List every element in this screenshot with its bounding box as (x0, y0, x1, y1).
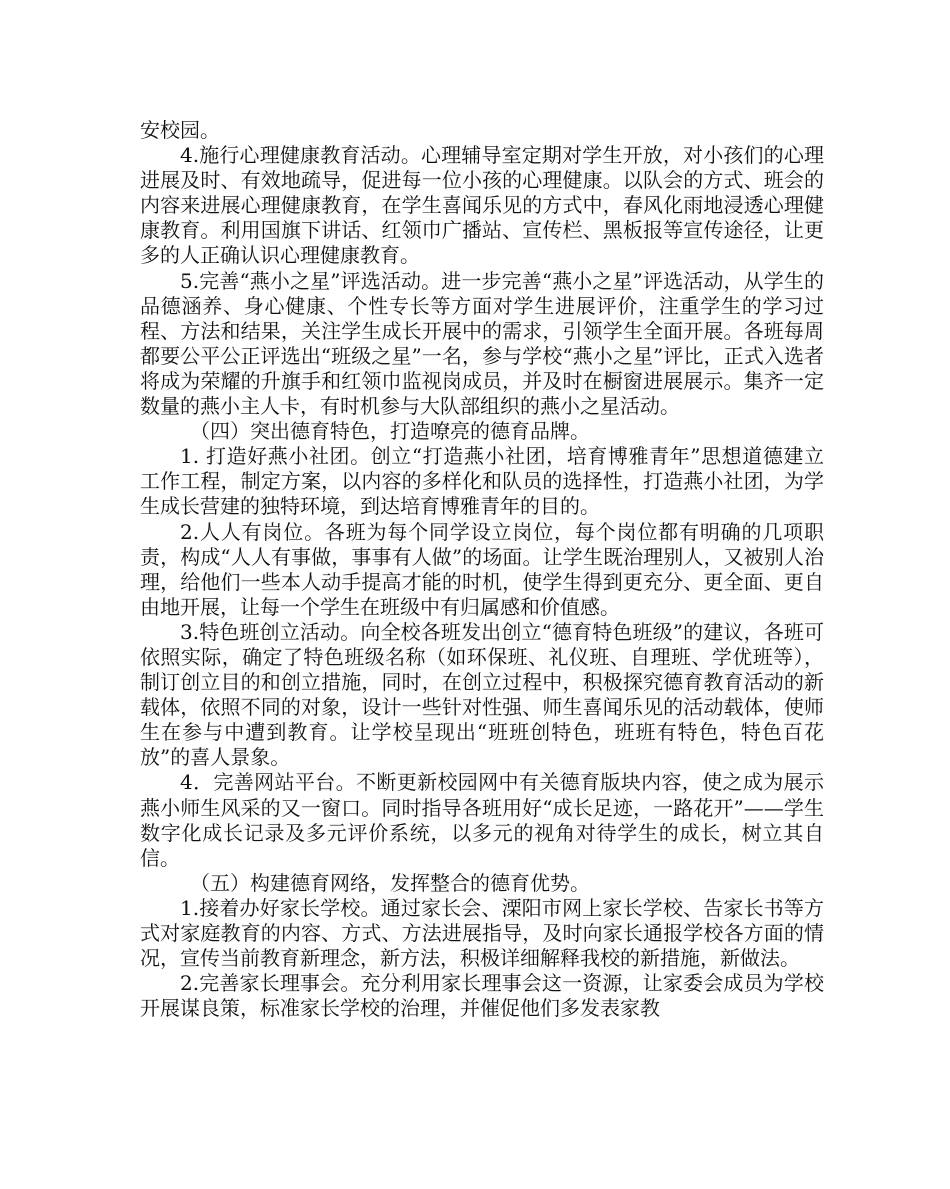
paragraph-continuation: 安校园。 (140, 118, 220, 142)
document-body (140, 118, 824, 1021)
paragraph-parent-school: 1.接着办好家长学校。通过家长会、溧阳市网上家长学校、告家长书等方式对家庭教育的内容、方式、方法进展指导，及时向家长通报学校各方面的情况，宣传当前教育新理念，新方法，积极详细解释我校的新措施，新做法。 (140, 895, 824, 971)
paragraph-clubs: 1. 打造好燕小社团。创立“打造燕小社团，培育博雅青年”思想道德建立工作工程，制定方案，以内容的多样化和队员的选择性，打造燕小社团，为学生成长营建的独特环境，到达培育博雅青年的目的。 (140, 444, 824, 519)
paragraph-website: 4．完善网站平台。不断更新校园网中有关德育版块内容，使之成为展示燕小师生风采的又一窗口。同时指导各班用好“成长足迹，一路花开”——学生数字化成长记录及多元评价系统，以多元的视角对待学生的成长，树立其自信。 (140, 770, 824, 870)
section-heading-4: （四）突出德育特色，打造嘹亮的德育品牌。 (190, 419, 590, 444)
paragraph-positions: 2.人人有岗位。各班为每个同学设立岗位，每个岗位都有明确的几项职责，构成“人人有事做，事事有人做”的场面。让学生既治理别人，又被别人治理，给他们一些本人动手提高才能的时机，使学生得到更充分、更全面、更自由地开展，让每一个学生在班级中有归属感和价值感。 (140, 519, 824, 619)
paragraph-mental-health: 4.施行心理健康教育活动。心理辅导室定期对学生开放，对小孩们的心理进展及时、有效地疏导，促进每一位小孩的心理健康。以队会的方式、班会的内容来进展心理健康教育，在学生喜闻乐见的方式中，春风化雨地浸透心理健康教育。利用国旗下讲话、红领巾广播站、宣传栏、黑板报等宣传途径，让更多的人正确认识心理健康教育。 (140, 143, 824, 268)
paragraph-star-selection: 5.完善“燕小之星”评选活动。进一步完善“燕小之星”评选活动，从学生的品德涵养、身心健康、个性专长等方面对学生进展评价，注重学生的学习过程、方法和结果，关注学生成长开展中的需求，引领学生全面开展。各班每周都要公平公正评选出“班级之星”一名，参与学校“燕小之星”评比，正式入选者将成为荣耀的升旗手和红领巾监视岗成员，并及时在橱窗进展展示。集齐一定数量的燕小主人卡，有时机参与大队部组织的燕小之星活动。 (140, 268, 824, 419)
section-heading-5: （五）构建德育网络，发挥整合的德育优势。 (190, 870, 590, 895)
paragraph-special-class: 3.特色班创立活动。向全校各班发出创立“德育特色班级”的建议，各班可依照实际，确定了特色班级名称（如环保班、礼仪班、自理班、学优班等），制订创立目的和创立措施，同时，在创立过程中，积极探究德育教育活动的新载体，依照不同的对象，设计一些针对性强、师生喜闻乐见的活动载体，使师生在参与中遭到教育。让学校呈现出“班班创特色，班班有特色，特色百花放”的喜人景象。 (140, 619, 824, 770)
paragraph-parent-council: 2.完善家长理事会。充分利用家长理事会这一资源，让家委会成员为学校开展谋良策，标准家长学校的治理，并催促他们多发表家教 (140, 971, 824, 1021)
